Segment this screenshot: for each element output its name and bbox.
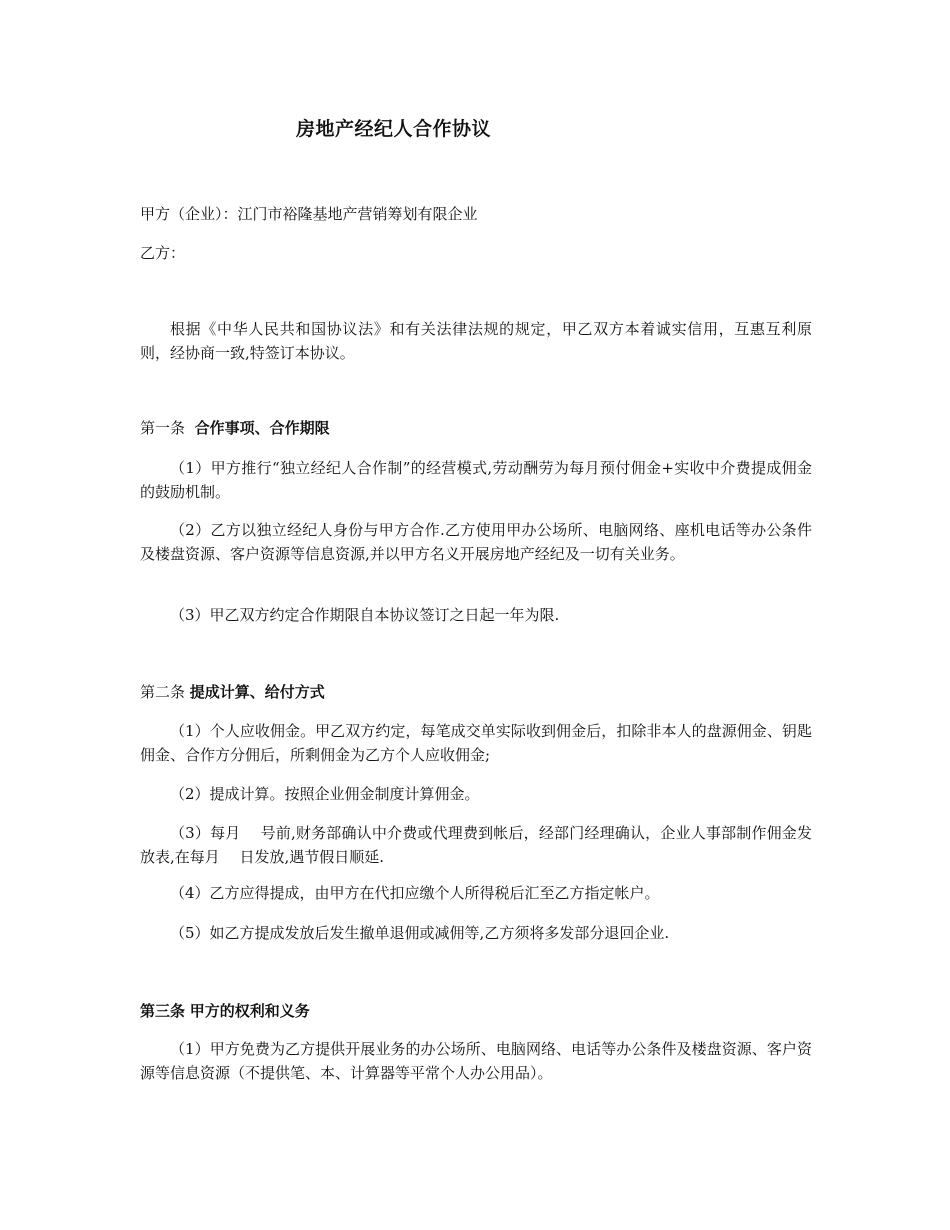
section-2-item-4: （4）乙方应得提成，由甲方在代扣应缴个人所得税后汇至乙方指定帐户。 [170, 884, 660, 902]
party-a-line: 甲方（企业）：江门市裕隆基地产营销筹划有限企业 [140, 205, 478, 223]
section-2-item-1: （1）个人应收佣金。甲乙双方约定，每笔成交单实际收到佣金后，扣除非本人的盘源佣金、钥匙佣金、合作方分佣后，所剩佣金为乙方个人应收佣金; [140, 722, 812, 764]
section-2-item-5: （5）如乙方提成发放后发生撤单退佣或减佣等,乙方须将多发部分退回企业. [170, 924, 670, 942]
section-3-item-1: （1）甲方免费为乙方提供开展业务的办公场所、电脑网络、电话等办公条件及楼盘资源、客户资源等信息资源（不提供笔、本、计算器等平常个人办公用品）。 [140, 1040, 812, 1082]
section-2-heading [140, 680, 325, 704]
section-1-item-2: （2）乙方以独立经纪人身份与甲方合作.乙方使用甲办公场所、电脑网络、座机电话等办公条件及楼盘资源、客户资源等信息资源,并以甲方名义开展房地产经纪及一切有关业务。 [140, 521, 812, 563]
section-3-heading [140, 999, 310, 1023]
section-1-article: 第一条 [140, 419, 186, 437]
preamble-paragraph: 根据《中华人民共和国协议法》和有关法律法规的规定，甲乙双方本着诚实信用，互惠互利原则，经协商一致,特签订本协议。 [140, 320, 812, 362]
section-2-heading-text: 提成计算、给付方式 [189, 683, 325, 701]
party-b-line: 乙方： [140, 244, 186, 262]
section-1-item-3: （3）甲乙双方约定合作期限自本协议签订之日起一年为限. [170, 606, 560, 624]
document-title: 房地产经纪人合作协议 [296, 118, 492, 140]
section-3-article: 第三条 [140, 1002, 186, 1020]
section-3-heading-text: 甲方的权利和义务 [189, 1002, 310, 1020]
section-2-item-3: （3）每月 号前,财务部确认中介费或代理费到帐后，经部门经理确认，企业人事部制作佣金发放表,在每月 日发放,遇节假日顺延. [140, 824, 812, 866]
section-1-heading-text: 合作事项、合作期限 [194, 419, 330, 437]
section-2-item-2: （2）提成计算。按照企业佣金制度计算佣金。 [170, 785, 480, 803]
section-1-heading [140, 416, 330, 440]
section-2-article: 第二条 [140, 683, 186, 701]
section-1-item-1: （1）甲方推行“独立经纪人合作制”的经营模式,劳动酬劳为每月预付佣金+实收中介费提成佣金的鼓励机制。 [140, 459, 812, 501]
